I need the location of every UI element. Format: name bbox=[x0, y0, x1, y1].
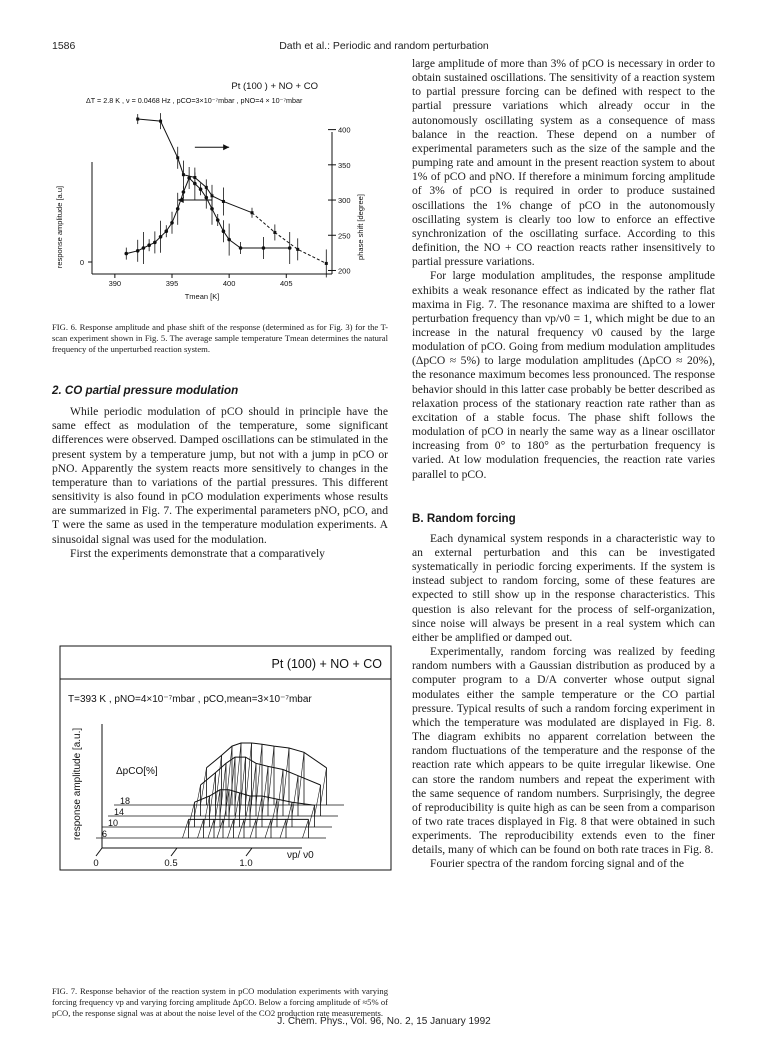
fig6-arrowhead-left bbox=[178, 197, 184, 203]
fig6-title: Pt (100 ) + NO + CO bbox=[231, 81, 318, 92]
fig7-caption: FIG. 7. Response behavior of the reaction system in pCO modulation experiments with varying forcing frequency νp and varying forcing amplitude ΔpCO. Below a forcing amplitude of ≈5% of pCO, the response signal was at about the noise level of the CO2 production rate measurements. bbox=[52, 986, 388, 1018]
fig7-hatch-diagonal bbox=[240, 757, 246, 816]
fig7-zlabel: ΔpCO[%] bbox=[116, 766, 158, 777]
fig7-xtick-mark bbox=[96, 848, 102, 856]
fig6-ylabel: response amplitude [a.u] bbox=[55, 185, 64, 269]
fig7-hatch-diagonal bbox=[210, 773, 216, 816]
fig7-hatch-diagonal bbox=[244, 796, 250, 827]
fig6-y2label: phase shift [degree] bbox=[356, 194, 365, 260]
left-column bbox=[52, 384, 388, 561]
fig7-hatch-diagonal bbox=[286, 802, 292, 827]
fig6-ytick-label: 0 bbox=[79, 258, 84, 267]
section-heading-co-modulation: 2. CO partial pressure modulation bbox=[52, 384, 239, 397]
fig7-hatch-diagonal bbox=[238, 819, 244, 838]
fig6-xtick-label: 400 bbox=[222, 279, 236, 288]
fig7-hatch-diagonal bbox=[303, 819, 309, 838]
right-paragraph-4: Experimentally, random forcing was realized by feeding random numbers with a Gaussian distribution as produced by a computer program to a D/A converter whose output signal modulates either the sample temperature or the CO partial pressure. Typical results of such a random forcing experiment in which the temperature was modulated are displayed in Fig. 8. The diagram exhibits no apparent correlation between the random fluctuations of the temperature and the response of the reaction rate which appears to be quite irregular likewise. One can store the random numbers and repeat the experiment with the same sequence of random numbers. Surprisingly, the degree of reproducibility is quite high as can be seen from a comparison of two rate traces displayed in Fig. 8 that were obtained in such experiments. The reproducibility extends even to the finer details, many of which can be found on both rate traces in Fig. 8. bbox=[412, 645, 715, 857]
fig7-frame bbox=[60, 646, 391, 870]
fig7-xtick-mark bbox=[246, 848, 252, 856]
fig7-hatch-diagonal bbox=[262, 766, 268, 816]
fig7-title: Pt (100) + NO + CO bbox=[271, 657, 382, 671]
fig6-caption: FIG. 6. Response amplitude and phase shift of the response (determined as for Fig. 3) for the T-scan experiment shown in Fig. 5. The average sample temperature Tmean determines the natural frequency of the unperturbed reaction system. bbox=[52, 322, 388, 354]
fig7-xtick-label: 1.0 bbox=[239, 858, 253, 869]
fig7-ylabel: response amplitude [a.u.] bbox=[72, 727, 83, 841]
fig6-arrowhead-right bbox=[223, 144, 229, 150]
fig7-xlabel: νp/ ν0 bbox=[287, 850, 314, 861]
fig6-y2tick-label: 200 bbox=[338, 266, 351, 276]
left-paragraph-2: First the experiments demonstrate that a comparatively bbox=[70, 546, 325, 560]
running-title: Dath et al.: Periodic and random perturbation bbox=[279, 40, 489, 52]
fig7-subtitle: T=393 K , pNO=4×10⁻⁷mbar , pCO,mean=3×10⁻⁷mbar bbox=[68, 694, 312, 705]
figure-7 bbox=[52, 644, 394, 882]
fig7-hatch-diagonal bbox=[214, 790, 220, 827]
right-paragraph-3: Each dynamical system responds in a characteristic way to an external perturbation and this can be investigated systematically in periodic forcing experiments. If the system is instead subject to random forcing, some of these features are expected to still show up in the response characteristics. This question is also relevant for the process of self-organization, since noise will always be present in a real system which can either be amplified or damped out. bbox=[412, 531, 715, 644]
right-paragraph-1: large amplitude of more than 3% of pCO is necessary in order to obtain sustained oscillations. The sensitivity of a reaction system to partial pressure forcing can be defined with respect to the partial pressure variations which already occur in the autonomously oscillating system as a consequence of mass balance in the reaction. These depend on a number of experimental parameters such as the size of the sample and the pumping rate and amount in the present reaction system to about 1% of pCO and pNO. If therefore a minimum forcing amplitude of 3% of pCO is required in order to produce sustained oscillations the 1% change of pCO in the autonomously oscillating system is clearly too low to enforce an effective synchronization of the oscillating surface. According to this definition, the NO + CO reaction reacts rather insensitively to partial pressure variations. bbox=[412, 57, 715, 269]
fig7-plot-area bbox=[93, 724, 344, 869]
fig7-hatch-diagonal bbox=[315, 785, 321, 816]
fig7-hatch-diagonal bbox=[183, 819, 189, 838]
fig7-hatch-diagonal bbox=[321, 768, 327, 805]
fig7-hatch-diagonal bbox=[265, 819, 271, 838]
fig7-hatch-diagonal bbox=[189, 802, 195, 827]
fig7-hatch-diagonal bbox=[292, 776, 298, 816]
fig7-amplitude-label: 6 bbox=[102, 829, 108, 839]
fig6-xtick-label: 390 bbox=[108, 279, 122, 288]
fig7-hatch-diagonal bbox=[198, 819, 204, 838]
fig6-subtitle: ΔT = 2.8 K , ν = 0.0468 Hz , pCO=3×10⁻⁷mbar , pNO=4 × 10⁻⁷mbar bbox=[86, 96, 303, 105]
fig7-amplitude-label: 18 bbox=[120, 796, 131, 806]
footer-citation: J. Chem. Phys., Vol. 96, No. 2, 15 January 1992 bbox=[277, 1016, 491, 1027]
fig7-amplitude-label: 14 bbox=[114, 807, 125, 817]
fig7-hatch-diagonal bbox=[250, 763, 256, 816]
fig7-hatch-diagonal bbox=[298, 752, 304, 805]
figure-6 bbox=[52, 72, 392, 304]
fig6-xtick-label: 395 bbox=[165, 279, 179, 288]
right-paragraph-2: For large modulation amplitudes, the response amplitude exhibits a weak resonance effect as indicated by the rather flat maxima in Fig. 7. The resonance maxima are shifted to a lower perturbation frequency than νp/ν0 = 1, which might be due to an increase in the natural frequency ν0 caused by the large modulation of pCO. Going from medium modulation amplitudes (ΔpCO ≈ 5%) to large modulation amplitudes (ΔpCO ≈ 20%), the resonance maximum becomes less pronounced. The response behavior should in this latter case probably be better described as relaxation process of the stationary reaction rate rather than as excitation of a stable focus. The phase shift follows the modulation of pCO in nearly the same way as a linear oscillator increasing from 0° to 180° as the perturbation frequency is varied. At low modulation frequencies, the reaction rate varies parallel to pCO. bbox=[412, 269, 715, 481]
fig6-y2tick-label: 250 bbox=[338, 231, 351, 241]
fig7-hatch-diagonal bbox=[228, 819, 234, 838]
page-number: 1586 bbox=[52, 40, 76, 52]
fig7-hatch-diagonal bbox=[283, 748, 289, 805]
fig6-y2tick-label: 300 bbox=[338, 196, 351, 206]
fig7-xtick-mark bbox=[171, 848, 177, 856]
fig7-hatch-diagonal bbox=[277, 770, 283, 817]
fig6-y2tick-label: 400 bbox=[338, 125, 351, 135]
fig7-hatch-diagonal bbox=[235, 743, 241, 805]
fig7-hatch-diagonal bbox=[256, 796, 262, 827]
section-heading-random-forcing: B. Random forcing bbox=[412, 511, 516, 525]
fig6-xlabel: Tmean [K] bbox=[184, 292, 220, 301]
fig7-xtick-label: 0.5 bbox=[164, 858, 178, 869]
fig6-xtick-label: 405 bbox=[280, 279, 293, 288]
fig7-hatch-diagonal bbox=[280, 819, 286, 838]
fig7-hatch-diagonal bbox=[268, 746, 274, 805]
fig7-xtick-label: 0 bbox=[93, 858, 99, 869]
fig7-hatch-diagonal bbox=[234, 793, 240, 827]
fig6-plot-area bbox=[80, 113, 351, 288]
fig7-hatch-diagonal bbox=[201, 768, 207, 805]
fig6-y2tick-label: 350 bbox=[338, 160, 351, 170]
right-paragraph-5: Fourier spectra of the random forcing signal and of the bbox=[430, 857, 685, 871]
left-paragraph-1: While periodic modulation of pCO should in principle have the same effect as modulation of the temperature, some significant differences were observed. Damped oscillations can be stimulated in the present system by a temperature jump, but not with a jump in pCO or pNO. Apparently the system reacts more sensitively to changes in the temperature than to variations of the partial pressures. This different sensitivity is also found in pCO modulation experiments whose results are summarized in Fig. 7. The experimental parameters pNO, pCO, and T were the same as used in the temperature modulation experiments. A sinusoidal signal was used for the modulation. bbox=[52, 405, 388, 546]
fig7-amplitude-label: 10 bbox=[108, 818, 119, 828]
fig7-hatch-diagonal bbox=[208, 819, 214, 838]
fig7-hatch-diagonal bbox=[250, 819, 256, 838]
right-column bbox=[412, 57, 715, 872]
